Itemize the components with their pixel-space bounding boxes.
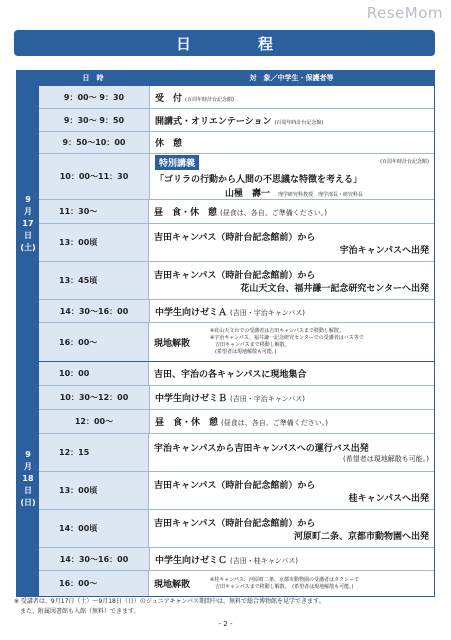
table-row [39,362,434,386]
row-main: 吉田キャンパス（時計台記念館前）から [154,518,316,529]
row-main: 昼 食・休 憩 [154,208,218,218]
table-row [39,323,434,361]
row-destination: 花山天文台、福井謙一記念研究センターへ出発 [240,283,429,294]
row-notes: ※花山天文台での受講者は吉田キャンパスまで移動し解散。 ※宇治キャンパス、福井謙一記念研究センターでの受講者はバス等で 吉田キャンパスまで移動し解散。 (希望者は現地解散も可能。) [210,328,364,355]
row-time: 16：00～ [39,323,149,361]
row-main: 休 憩 [155,139,183,149]
row-main: 宇治キャンパスから吉田キャンパスへの運行バス出発 [154,444,369,454]
row-notes: ※桂キャンパス、河原町二条、京都市動物園の受講者はタクシーで 吉田キャンパスまで移動し解散。 (希望者は現地解散も可能。) [210,576,359,590]
header-datetime: 日 時 [82,74,104,82]
row-time: 9：50～10：00 [39,132,150,153]
table-row [39,300,434,323]
table-row [39,472,434,510]
page-title: 日 程 [14,30,435,56]
row-time: 9：30～ 9：50 [39,109,150,131]
page-number: - 2 - [218,620,233,628]
row-note: (百周年時計台記念館) [380,158,429,165]
row-destination: 桂キャンパスへ出発 [348,493,429,504]
row-destination: 河原町二条、京都市動物園へ出発 [293,531,429,542]
special-lecture-badge: 特別講義 [155,155,199,170]
table-row [39,154,434,200]
row-note: (吉田・宇治キャンパス) [230,395,305,403]
table-header [17,71,434,85]
table-row [39,86,434,109]
table-row [39,132,434,154]
row-main: 吉田キャンパス（時計台記念館前）から [154,232,316,243]
row-time: 13：00頃 [39,472,149,509]
row-time: 10：00～11：30 [39,154,150,199]
table-row [39,200,434,224]
day-2-label: 9 月 18 日 (日) [17,362,39,596]
row-note: (百周年時計台記念館) [185,96,234,103]
row-main: 開講式・オリエンテーション [155,116,272,127]
row-note: (吉田・桂キャンパス) [230,556,298,565]
row-main: 受 付 [155,93,183,104]
row-time: 14：00頃 [39,510,149,547]
row-main: 吉田、宇治の各キャンパスに現地集合 [154,370,307,380]
row-note: (昼食は、各自、ご準備ください。) [221,419,328,427]
table-row [39,434,434,472]
row-time: 13：00頃 [39,224,149,261]
row-time: 10：00 [39,362,149,385]
row-destination: 宇治キャンパスへ出発 [339,245,429,256]
row-note: (吉田・宇治キャンパス) [230,308,305,317]
row-main: 中学生向けゼミＢ [155,394,228,404]
row-time: 14：30～16：00 [39,300,150,322]
header-target: 対 象／中学生・保護者等 [249,74,334,82]
row-main: 吉田キャンパス（時計台記念館前）から [154,270,316,281]
table-row [39,262,434,300]
table-row [39,510,434,548]
table-row [39,410,434,434]
row-main: 吉田キャンパス（時計台記念館前）から [154,480,316,491]
row-main: 現地解散 [154,338,191,349]
row-main: 現地解散 [154,580,191,590]
footnote: ※ 受講者は、9月17日（土）～9月18日（日）のジュニアキャンパス期間中は、無料で総合博物館を見学できます。 また、附属図書館も入館（無料）できます。 [14,598,325,615]
row-time: 16：00～ [39,571,149,596]
lecturer-title: 理学研究科教授 理学部長・研究科長 [278,191,364,198]
day-1-section [17,85,434,361]
row-time: 12：00～ [39,410,150,433]
day-2-section [17,361,434,596]
row-note: (希望者は現地解散も可能。) [343,455,429,463]
table-row [39,224,434,262]
resemom-watermark: ReseMom [366,4,443,22]
row-main: 中学生向けゼミＣ [155,555,228,566]
table-row [39,548,434,571]
lecturer-name: 山極 壽一 [225,188,271,199]
row-time: 10：30～12：00 [39,386,150,409]
row-time: 13：45頃 [39,262,149,299]
row-time: 11：30～ [39,200,149,223]
table-row [39,109,434,132]
row-note: (昼食は、各自、ご準備ください。) [220,209,327,217]
row-time: 9：00～ 9：30 [39,86,150,108]
table-row [39,386,434,410]
schedule-table [16,70,435,597]
row-time: 12：15 [39,434,149,471]
table-row [39,571,434,596]
day-1-label: 9 月 17 日 (土) [17,86,39,361]
row-main: 中学生向けゼミＡ [155,307,228,318]
row-time: 14：30～16：00 [39,548,150,570]
row-note: (百周年時計台記念館) [274,119,324,126]
lecture-title: 「ゴリラの行動から人間の不思議な特徴を考える」 [155,174,363,185]
row-main: 昼 食・休 憩 [155,418,219,428]
